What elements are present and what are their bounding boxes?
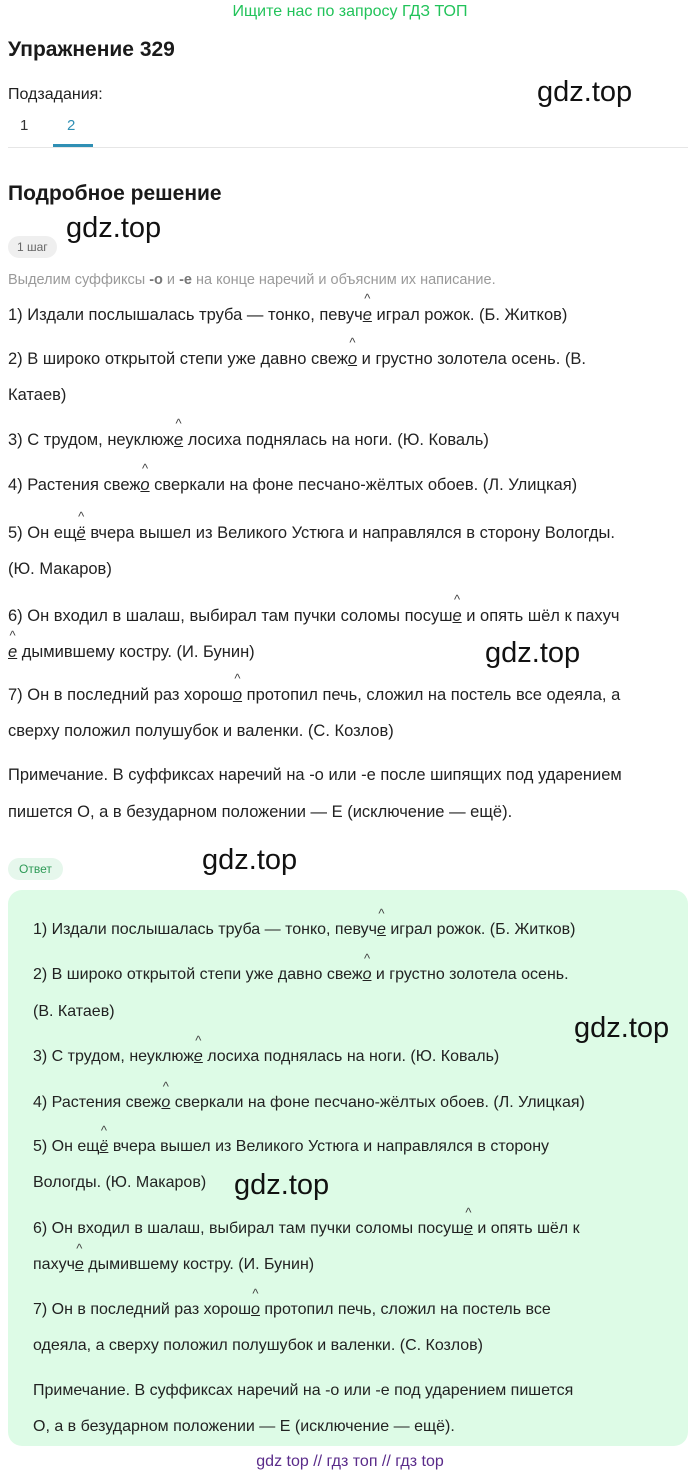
line-text: играл рожок. (Б. Житков) [385,921,576,938]
line-text: 4) Растения свеж [8,476,141,494]
watermark: gdz.top [202,844,298,876]
line-text: лосиха поднялась на ноги. (Ю. Коваль) [183,431,489,449]
line-text: пахуч [33,1256,75,1273]
line-text: и опять шёл к [472,1220,580,1237]
watermark: gdz.top [537,76,633,108]
solution-line [8,560,112,579]
line-text: 7) Он в последний раз хорош [33,1301,252,1318]
stressed-vowel: ^ е [452,607,461,626]
stressed-vowel: ^ ё [77,524,86,543]
answer-line [33,1048,499,1066]
stressed-vowel: ^ ё [99,1138,108,1156]
answer-line [33,1174,206,1192]
solution-line [8,386,66,405]
answer-line [33,1220,580,1238]
intro-part: и [162,272,180,288]
line-text: 1) Издали послышалась труба — тонко, певуч [33,921,377,938]
stressed-vowel: ^ е [377,921,386,939]
answer-line [33,1337,483,1355]
line-text: 3) С трудом, неуклюж [33,1048,194,1065]
stressed-vowel: ^ о [363,966,372,984]
line-text: 3) С трудом, неуклюж [8,431,174,449]
line-text: вчера вышел из Великого Устюга и направлялся в сторону [108,1138,550,1155]
stressed-vowel: ^ е [174,431,183,450]
intro-part: Выделим суффиксы [8,272,150,288]
stressed-vowel: ^ о [348,350,357,369]
intro-part: на конце наречий и объясним их написание. [191,272,496,288]
line-text: (Ю. Макаров) [8,560,112,578]
stressed-vowel: ^ о [140,476,149,495]
line-text: 2) В широко открытой степи уже давно свеж [8,350,348,368]
stressed-vowel: ^ е [75,1256,84,1274]
answer-line [33,1382,573,1400]
watermark: gdz.top [66,212,162,244]
line-text: дымившему костру. (И. Бунин) [17,643,255,661]
answer-line [33,966,569,984]
solution-line [8,766,622,785]
answer-line [33,921,575,939]
solution-line [8,643,255,662]
line-text: 7) Он в последний раз хорош [8,686,233,704]
line-text: Вологды. (Ю. Макаров) [33,1174,207,1191]
watermark: gdz.top [234,1169,330,1201]
answer-line [33,1094,585,1112]
tabs-divider [8,147,688,148]
line-text: 6) Он входил в шалаш, выбирал там пучки соломы посуш [8,607,453,625]
line-text: Примечание. В суффиксах наречий на -о или -е под ударением пишется [33,1382,574,1399]
answer-line [33,1138,549,1156]
stressed-vowel: ^ е [194,1048,203,1066]
line-text: сверкали на фоне песчано-жёлтых обоев. (Л. Улицкая) [170,1094,585,1111]
search-hint-banner: Ищите нас по запросу ГДЗ ТОП [232,3,468,20]
tab-subtask-1[interactable]: 1 [20,117,29,134]
stressed-vowel: ^ о [161,1094,170,1112]
solution-line [8,306,567,325]
solution-line [8,803,512,822]
line-text: Примечание. В суффиксах наречий на -о или -е после шипящих под ударением [8,766,622,784]
solution-line [8,722,394,741]
solution-line [8,524,615,543]
line-text: 5) Он ещ [8,524,77,542]
solution-title: Подробное решение [8,182,222,205]
line-text: дымившему костру. (И. Бунин) [83,1256,315,1273]
line-text: пишется О, а в безударном положении — Е (исключение — ещё). [8,803,513,821]
line-text: и грустно золотела осень. (В. [357,350,586,368]
line-text: играл рожок. (Б. Житков) [371,306,568,324]
solution-line [8,607,619,626]
line-text: протопил печь, сложил на постель все [259,1301,551,1318]
stressed-vowel: ^ е [8,643,17,662]
intro-suffix-e: -е [179,272,192,288]
step-badge: 1 шаг [8,236,57,258]
line-text: 2) В широко открытой степи уже давно свеж [33,966,363,983]
line-text: (В. Катаев) [33,1003,115,1020]
line-text: одеяла, а сверху положил полушубок и валенки. (С. Козлов) [33,1337,483,1354]
solution-line [8,686,620,705]
subtasks-label: Подзадания: [8,86,103,103]
stressed-vowel: ^ е [363,306,372,325]
line-text: Катаев) [8,386,67,404]
answer-line [33,1418,455,1436]
line-text: и опять шёл к пахуч [461,607,620,625]
stressed-vowel: ^ е [464,1220,473,1238]
stressed-vowel: ^ о [251,1301,260,1319]
line-text: вчера вышел из Великого Устюга и направлялся в сторону Вологды. [85,524,615,542]
line-text: 5) Он ещ [33,1138,100,1155]
line-text: протопил печь, сложил на постель все одеяла, а [242,686,621,704]
solution-intro [8,272,496,288]
solution-line [8,350,586,369]
line-text: О, а в безударном положении — Е (исключение — ещё). [33,1418,455,1435]
line-text: 4) Растения свеж [33,1094,162,1111]
line-text: лосиха поднялась на ноги. (Ю. Коваль) [202,1048,500,1065]
answer-line [33,1301,551,1319]
line-text: сверкали на фоне песчано-жёлтых обоев. (Л. Улицкая) [149,476,578,494]
footer-links: gdz top // гдз топ // гдз top [256,1453,444,1470]
intro-suffix-o: -о [149,272,163,288]
line-text: и грустно золотела осень. [371,966,569,983]
solution-line [8,431,489,450]
line-text: сверху положил полушубок и валенки. (С. Козлов) [8,722,394,740]
watermark: gdz.top [485,637,581,669]
answer-badge: Ответ [8,858,63,880]
line-text: 1) Издали послышалась труба — тонко, певуч [8,306,363,324]
answer-line [33,1003,115,1021]
answer-line [33,1256,314,1274]
line-text: 6) Он входил в шалаш, выбирал там пучки соломы посуш [33,1220,464,1237]
exercise-title: Упражнение 329 [8,38,175,61]
tab-subtask-2[interactable]: 2 [67,117,76,134]
solution-line [8,476,577,495]
watermark: gdz.top [574,1012,670,1044]
stressed-vowel: ^ о [233,686,242,705]
